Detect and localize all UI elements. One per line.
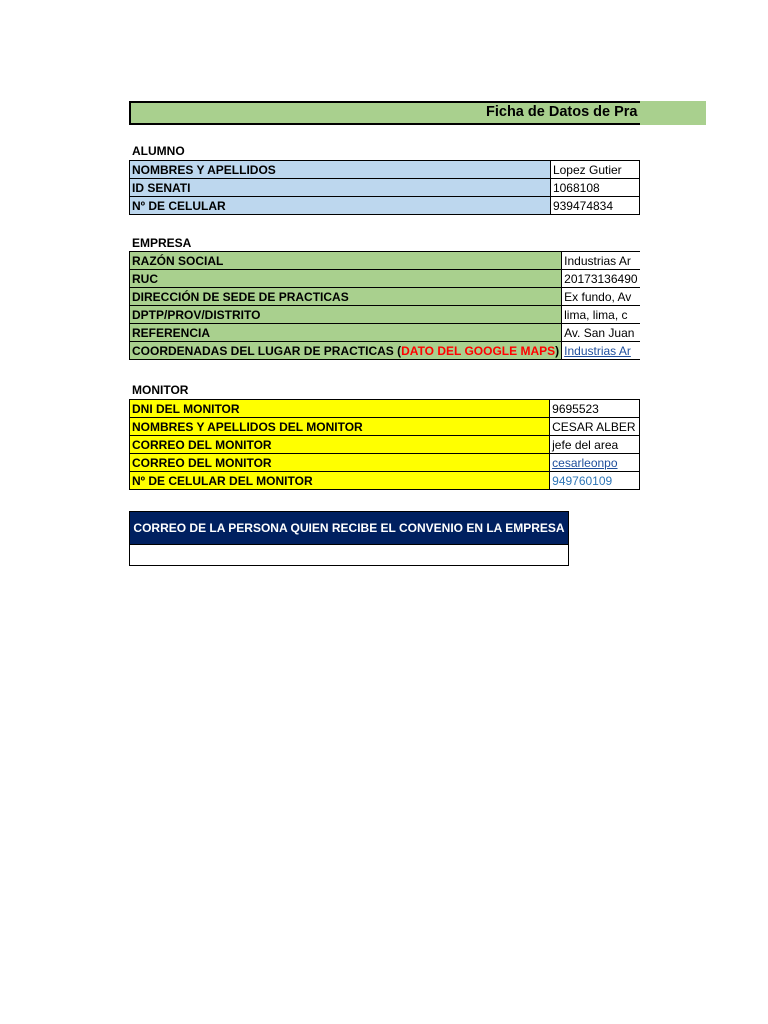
row-label: ID SENATI (130, 179, 551, 197)
coords-label (130, 342, 562, 360)
table-row (130, 400, 640, 418)
row-label: NOMBRES Y APELLIDOS (130, 161, 551, 179)
row-value[interactable]: 1068108 (550, 179, 639, 197)
table-row (130, 306, 641, 324)
section-heading-monitor: MONITOR (132, 383, 189, 397)
row-label: DIRECCIÓN DE SEDE DE PRACTICAS (130, 288, 562, 306)
row-label: DNI DEL MONITOR (130, 400, 550, 418)
row-label: Nº DE CELULAR (130, 197, 551, 215)
coords-value[interactable] (562, 342, 640, 360)
convenio-email-field[interactable] (130, 544, 568, 565)
section-heading-empresa: EMPRESA (132, 236, 192, 250)
row-value[interactable]: Industrias Ar (562, 252, 640, 270)
row-value[interactable]: Lopez Gutier (550, 161, 639, 179)
table-row (130, 454, 640, 472)
table-row (130, 472, 640, 490)
row-value[interactable]: 9695523 (550, 400, 640, 418)
row-label: Nº DE CELULAR DEL MONITOR (130, 472, 550, 490)
row-value[interactable] (550, 472, 640, 490)
title-bar-extension (640, 101, 706, 125)
table-row (130, 197, 640, 215)
coords-label-start: COORDENADAS DEL LUGAR DE PRACTICAS ( (132, 343, 402, 358)
section-heading-alumno: ALUMNO (132, 144, 185, 158)
title-clip (0, 0, 640, 140)
monitor-phone-value: 949760109 (552, 473, 613, 488)
table-row (130, 324, 641, 342)
table-row (130, 342, 641, 360)
row-value[interactable]: jefe del area (550, 436, 640, 454)
table-row (130, 252, 641, 270)
table-row (130, 436, 640, 454)
table-row (130, 288, 641, 306)
convenio-box (129, 511, 569, 566)
convenio-heading: CORREO DE LA PERSONA QUIEN RECIBE EL CONVENIO EN LA EMPRESA (130, 512, 568, 544)
row-label: REFERENCIA (130, 324, 562, 342)
row-label: CORREO DEL MONITOR (130, 436, 550, 454)
row-label: CORREO DEL MONITOR (130, 454, 550, 472)
coords-label-end: ) (555, 343, 560, 358)
monitor-clip (0, 399, 640, 495)
row-value[interactable] (550, 454, 640, 472)
row-value[interactable]: Av. San Juan (562, 324, 640, 342)
row-value[interactable]: CESAR ALBER (550, 418, 640, 436)
alumno-clip (0, 160, 640, 220)
row-value[interactable]: Ex fundo, Av (562, 288, 640, 306)
row-value[interactable]: 939474834 (550, 197, 639, 215)
coords-link[interactable]: Industrias Ar (564, 343, 631, 358)
monitor-table (129, 399, 640, 490)
page-title: Ficha de Datos de Pra (486, 104, 638, 120)
row-label: DPTP/PROV/DISTRITO (130, 306, 562, 324)
row-label: RAZÓN SOCIAL (130, 252, 562, 270)
table-row (130, 179, 640, 197)
row-label: NOMBRES Y APELLIDOS DEL MONITOR (130, 418, 550, 436)
empresa-clip (0, 251, 640, 365)
table-row (130, 270, 641, 288)
coords-label-highlight: DATO DEL GOOGLE MAPS (401, 343, 556, 358)
row-value[interactable]: lima, lima, c (562, 306, 640, 324)
alumno-table (129, 160, 640, 215)
empresa-table (129, 251, 640, 360)
monitor-email-link[interactable]: cesarleonpo (552, 455, 618, 470)
row-value[interactable]: 20173136490 (562, 270, 640, 288)
row-label: RUC (130, 270, 562, 288)
table-row (130, 418, 640, 436)
table-row (130, 161, 640, 179)
